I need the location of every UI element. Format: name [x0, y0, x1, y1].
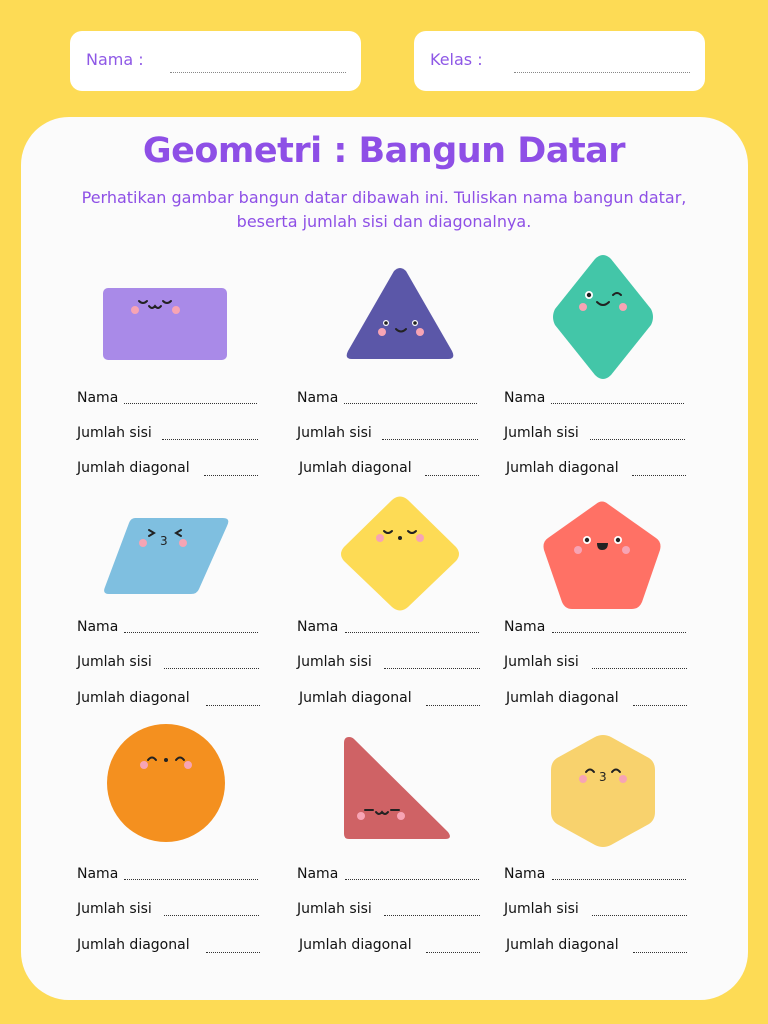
- square-icon: [338, 495, 462, 613]
- shape-4-sides-label: Jumlah sisi: [77, 654, 152, 670]
- shape-8-name-label: Nama: [297, 866, 339, 882]
- shape-2-diagonals-field[interactable]: [425, 475, 479, 476]
- shape-9-name-label: Nama: [504, 866, 546, 882]
- shape-5-name-field[interactable]: [345, 632, 479, 633]
- hexagon-icon: [549, 734, 657, 848]
- svg-text:3: 3: [599, 770, 607, 784]
- shape-1-diagonals-label: Jumlah diagonal: [77, 460, 190, 476]
- student-name-label: Nama :: [86, 50, 144, 69]
- shape-6-sides-label: Jumlah sisi: [504, 654, 579, 670]
- svg-text:3: 3: [160, 534, 168, 548]
- shape-2-name-label: Nama: [297, 390, 339, 406]
- instruction-text: Perhatikan gambar bangun datar dibawah ini. Tuliskan nama bangun datar, beserta jumlah sisi dan diagonalnya.: [81, 188, 687, 231]
- shape-4-diagonals-field[interactable]: [206, 705, 260, 706]
- shape-5-name-label: Nama: [297, 619, 339, 635]
- right-triangle-icon: [343, 736, 453, 840]
- parallelogram-icon: [103, 517, 229, 595]
- shape-3-sides-label: Jumlah sisi: [504, 425, 579, 441]
- shape-7-diagonals-field[interactable]: [206, 952, 260, 953]
- page-title: Geometri : Bangun Datar: [142, 131, 626, 171]
- shape-9-name-field[interactable]: [552, 879, 686, 880]
- shape-9-diagonals-label: Jumlah diagonal: [506, 937, 619, 953]
- shape-2-sides-field[interactable]: [382, 439, 478, 440]
- shape-6-name-label: Nama: [504, 619, 546, 635]
- shape-2-sides-label: Jumlah sisi: [297, 425, 372, 441]
- shape-9-diagonals-field[interactable]: [633, 952, 687, 953]
- class-label: Kelas :: [430, 50, 483, 69]
- shape-5-sides-field[interactable]: [384, 668, 480, 669]
- shape-8-diagonals-label: Jumlah diagonal: [299, 937, 412, 953]
- shape-6-sides-field[interactable]: [592, 668, 687, 669]
- shape-2-diagonals-label: Jumlah diagonal: [299, 460, 412, 476]
- rectangle-icon: [102, 287, 228, 361]
- shape-1-sides-field[interactable]: [162, 439, 258, 440]
- shape-4-name-field[interactable]: [124, 632, 258, 633]
- student-name-box: [70, 31, 361, 91]
- shape-8-sides-label: Jumlah sisi: [297, 901, 372, 917]
- shape-3-name-field[interactable]: [551, 403, 684, 404]
- shape-5-diagonals-field[interactable]: [426, 705, 480, 706]
- shape-1-sides-label: Jumlah sisi: [77, 425, 152, 441]
- shape-4-name-label: Nama: [77, 619, 119, 635]
- shape-3-name-label: Nama: [504, 390, 546, 406]
- shape-1-diagonals-field[interactable]: [204, 475, 258, 476]
- pentagon-icon: [542, 500, 662, 610]
- shape-1-name-field[interactable]: [124, 403, 257, 404]
- triangle-icon: [344, 267, 456, 361]
- shape-9-sides-field[interactable]: [592, 915, 687, 916]
- shape-3-diagonals-label: Jumlah diagonal: [506, 460, 619, 476]
- shape-6-diagonals-label: Jumlah diagonal: [506, 690, 619, 706]
- student-name-field[interactable]: [170, 53, 350, 75]
- shape-6-diagonals-field[interactable]: [633, 705, 687, 706]
- class-box: [414, 31, 705, 91]
- shape-8-sides-field[interactable]: [384, 915, 480, 916]
- shape-5-sides-label: Jumlah sisi: [297, 654, 372, 670]
- shape-7-sides-label: Jumlah sisi: [77, 901, 152, 917]
- shape-7-sides-field[interactable]: [164, 915, 259, 916]
- shape-7-name-label: Nama: [77, 866, 119, 882]
- shape-4-diagonals-label: Jumlah diagonal: [77, 690, 190, 706]
- shape-3-sides-field[interactable]: [590, 439, 685, 440]
- shape-7-diagonals-label: Jumlah diagonal: [77, 937, 190, 953]
- shape-8-diagonals-field[interactable]: [426, 952, 480, 953]
- circle-icon: [106, 724, 226, 842]
- shape-3-diagonals-field[interactable]: [632, 475, 686, 476]
- shape-1-name-label: Nama: [77, 390, 119, 406]
- shape-5-diagonals-label: Jumlah diagonal: [299, 690, 412, 706]
- rhombus-icon: [551, 253, 655, 381]
- class-field[interactable]: [514, 53, 694, 75]
- shape-2-name-field[interactable]: [344, 403, 477, 404]
- shape-9-sides-label: Jumlah sisi: [504, 901, 579, 917]
- shape-4-sides-field[interactable]: [164, 668, 259, 669]
- shape-7-name-field[interactable]: [124, 879, 258, 880]
- shape-6-name-field[interactable]: [552, 632, 686, 633]
- shape-8-name-field[interactable]: [345, 879, 479, 880]
